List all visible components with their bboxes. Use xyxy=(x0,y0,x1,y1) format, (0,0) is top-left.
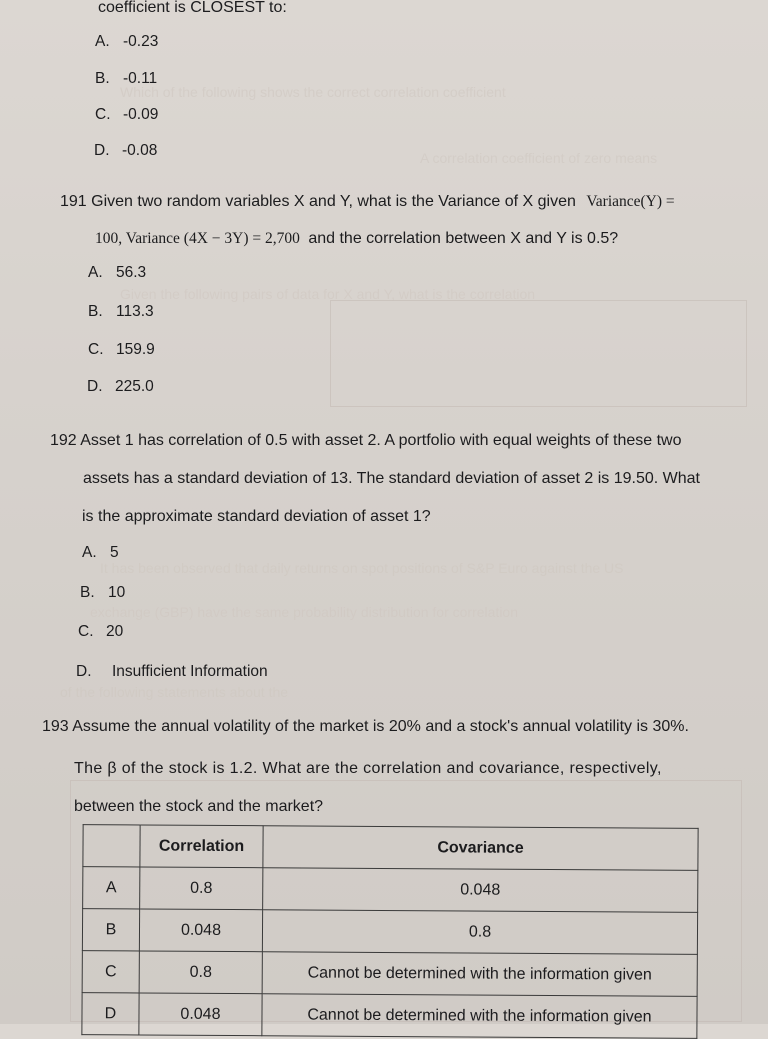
bleed-through-text: It has been observed that daily returns on spot positions of S&P Euro against the US xyxy=(100,560,624,576)
correlation-cell: 0.048 xyxy=(139,993,262,1036)
q191-stem-text: 191 Given two random variables X and Y, what is the Variance of X given xyxy=(60,193,576,210)
q190-stem-tail: coefficient is CLOSEST to: xyxy=(98,0,287,16)
q192-stem-line3: is the approximate standard deviation of asset 1? xyxy=(82,508,431,525)
option-letter: C. xyxy=(78,623,94,640)
option-letter: B. xyxy=(88,303,103,320)
table-row xyxy=(82,909,697,955)
option-letter: B. xyxy=(80,584,95,601)
covariance-cell: 0.8 xyxy=(262,910,697,955)
table-header-covariance: Covariance xyxy=(263,826,698,871)
q192-stem-line2: assets has a standard deviation of 13. The standard deviation of asset 2 is 19.50. What xyxy=(83,470,700,487)
option-text: 5 xyxy=(110,544,119,561)
table-row xyxy=(82,993,697,1039)
option-text: -0.08 xyxy=(122,142,158,159)
covariance-cell: Cannot be determined with the information given xyxy=(262,952,697,997)
q191-stem-line1 xyxy=(60,193,675,211)
q191-stem-line2 xyxy=(95,230,618,248)
correlation-cell: 0.8 xyxy=(139,951,262,994)
q192-stem-line1: 192 Asset 1 has correlation of 0.5 with asset 2. A portfolio with equal weights of these two xyxy=(50,432,682,449)
option-letter: D. xyxy=(76,663,92,680)
q192-option-a xyxy=(82,544,119,562)
q191-stem-text: and the correlation between X and Y is 0.5? xyxy=(308,230,619,247)
bleed-through-text: exchange (GBP) have the same probability distribution for correlation xyxy=(90,604,518,620)
table-header-correlation: Correlation xyxy=(140,825,263,868)
option-text: 159.9 xyxy=(116,341,155,358)
q192-option-c xyxy=(78,623,123,641)
q190-option-b xyxy=(95,70,157,88)
q192-option-b xyxy=(80,584,125,602)
option-text: 225.0 xyxy=(115,378,154,395)
option-letter: C. xyxy=(88,341,104,358)
bleed-through-text: A correlation coefficient of zero means xyxy=(420,150,658,166)
q193-answer-table xyxy=(81,824,698,1039)
q191-stem-math: 100, Variance (4X − 3Y) = 2,700 xyxy=(95,230,300,247)
option-text: -0.11 xyxy=(123,70,158,87)
q193-stem-line2: The β of the stock is 1.2. What are the correlation and covariance, respectively, xyxy=(74,760,662,777)
option-letter: D. xyxy=(94,142,110,159)
row-letter: A xyxy=(83,867,140,909)
q192-option-d xyxy=(76,663,268,681)
correlation-cell: 0.8 xyxy=(140,867,263,910)
option-letter: A. xyxy=(82,544,97,561)
q191-stem-math: Variance(Y) = xyxy=(586,193,675,210)
option-letter: A. xyxy=(88,264,103,281)
option-text: -0.23 xyxy=(123,33,159,50)
option-letter: C. xyxy=(95,106,111,123)
q191-option-d xyxy=(87,378,154,396)
table-row xyxy=(83,867,698,913)
q190-option-c xyxy=(95,106,158,124)
row-letter: D xyxy=(82,993,139,1035)
bleed-through-table xyxy=(330,300,747,407)
q193-stem-line1: 193 Assume the annual volatility of the market is 20% and a stock's annual volatility is 30%. xyxy=(42,718,689,735)
bleed-through-text: Given the following pairs of data for X and Y, what is the correlation xyxy=(120,286,536,302)
q193-stem-line3: between the stock and the market? xyxy=(74,798,324,815)
table-header-cell xyxy=(83,825,140,867)
q191-option-a xyxy=(88,264,146,282)
row-letter: B xyxy=(82,909,139,951)
option-text: 20 xyxy=(106,623,124,640)
bleed-through-text: Which of the following shows the correct correlation coefficient xyxy=(120,84,506,100)
correlation-cell: 0.048 xyxy=(139,909,262,952)
q190-option-d xyxy=(94,142,157,160)
q191-option-c xyxy=(88,341,155,359)
option-text: 56.3 xyxy=(116,264,147,281)
option-text: 10 xyxy=(108,584,126,601)
covariance-cell: Cannot be determined with the information given xyxy=(262,994,697,1039)
option-letter: D. xyxy=(87,378,103,395)
q191-option-b xyxy=(88,303,154,321)
option-text: -0.09 xyxy=(123,106,159,123)
option-letter: A. xyxy=(95,33,110,50)
option-letter: B. xyxy=(95,70,110,87)
covariance-cell: 0.048 xyxy=(263,868,698,913)
q190-option-a xyxy=(95,33,158,51)
table-row xyxy=(82,951,697,997)
table-header-row xyxy=(83,825,698,871)
row-letter: C xyxy=(82,951,139,993)
option-text: 113.3 xyxy=(116,303,154,320)
option-text: Insufficient Information xyxy=(112,663,268,680)
bleed-through-text: of the following statements about the xyxy=(60,684,289,700)
